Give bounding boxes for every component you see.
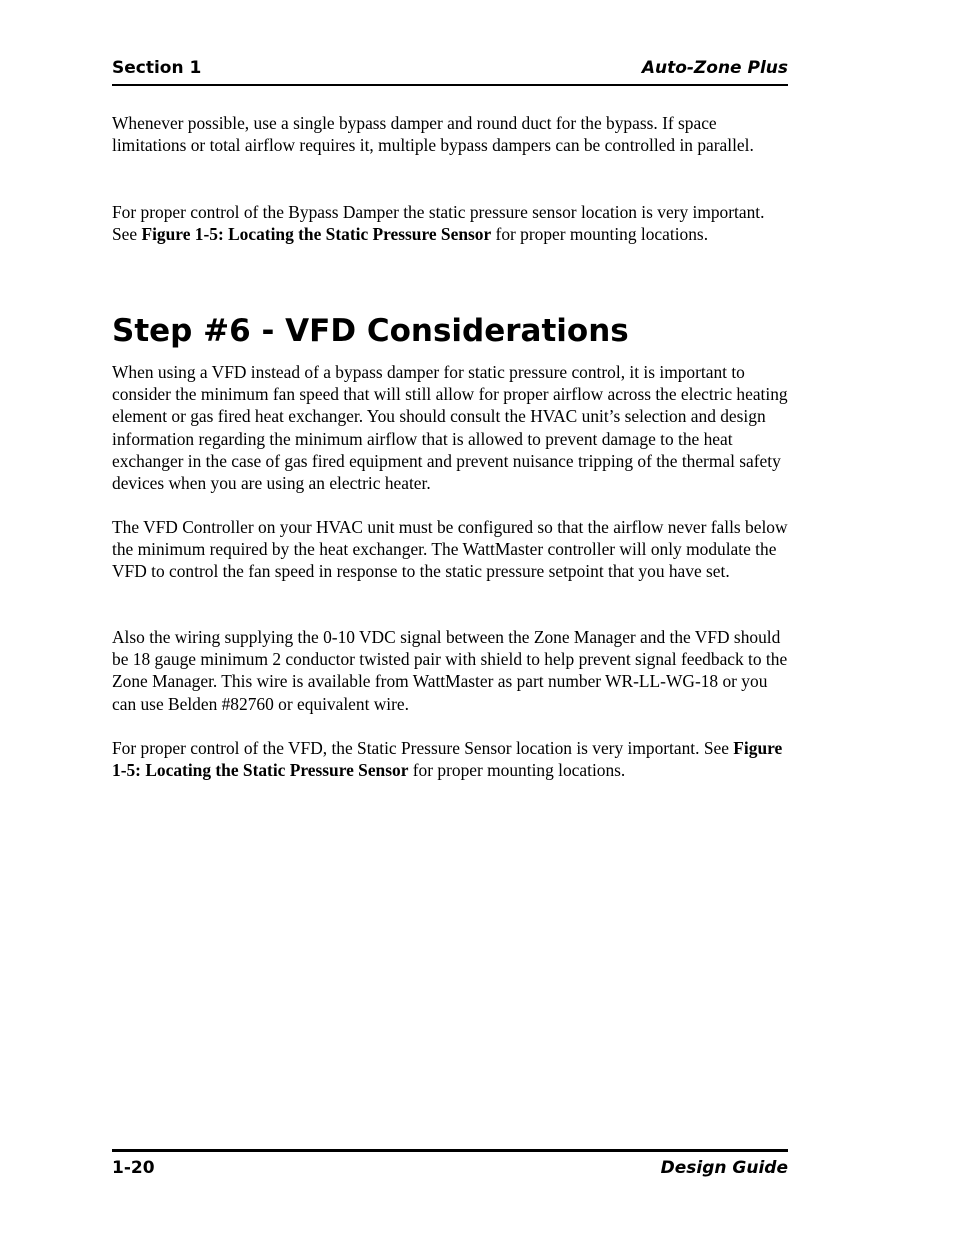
document-title: Design Guide [660, 1158, 788, 1178]
paragraph-vfd-sensor-location: For proper control of the VFD, the Static Pressure Sensor location is very important. See Figure 1-5: Locating the Static Pressure Sensor for proper mounting locations. [112, 738, 783, 781]
page-footer [112, 1149, 788, 1182]
product-name: Auto-Zone Plus [641, 58, 788, 78]
paragraph-bypass-damper: Whenever possible, use a single bypass damper and round duct for the bypass. If space limitations or total airflow requires it, multiple bypass dampers can be controlled in parallel. [112, 113, 754, 156]
paragraph-vfd-controller: The VFD Controller on your HVAC unit must be configured so that the airflow never falls below the minimum required by the heat exchanger. The WattMaster controller will only modulate the VFD to control the fan speed in response to the static pressure setpoint that you have set. [112, 517, 788, 582]
figure-reference: Figure 1-5: Locating the Static Pressure Sensor [112, 738, 783, 781]
page-header [112, 58, 788, 86]
paragraph-wiring: Also the wiring supplying the 0-10 VDC signal between the Zone Manager and the VFD should be 18 gauge minimum 2 conductor twisted pair with shield to help prevent signal feedback to the Zone Manager. This wire is available from WattMaster as part number WR-LL-WG-18 or you can use Belden #82760 or equivalent wire. [112, 627, 788, 714]
section-label: Section 1 [112, 58, 202, 78]
paragraph-vfd-min-fan-speed: When using a VFD instead of a bypass damper for static pressure control, it is important to consider the minimum fan speed that will still allow for proper airflow across the electric heating element or gas fired heat exchanger. You should consult the HVAC unit’s selection and design information regarding the minimum airflow that is allowed to prevent damage to the heat exchanger in the case of gas fired equipment and prevent nuisance tripping of the thermal safety devices when you are using an electric heater. [112, 362, 788, 494]
figure-reference: Figure 1-5: Locating the Static Pressure Sensor [141, 224, 492, 245]
paragraph-sensor-location: For proper control of the Bypass Damper the static pressure sensor location is very important. See Figure 1-5: Locating the Static Pressure Sensor for proper mounting locations. [112, 202, 765, 245]
page-number: 1-20 [112, 1158, 155, 1178]
section-heading: Step #6 - VFD Considerations [112, 313, 629, 349]
